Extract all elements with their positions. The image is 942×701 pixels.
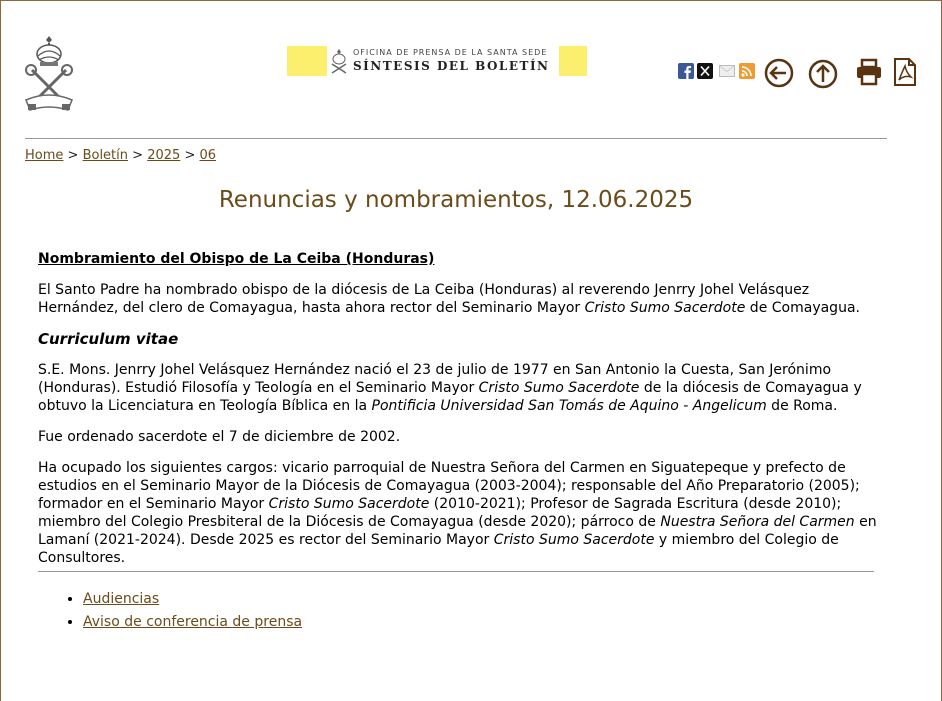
breadcrumb-year-link[interactable]: 2025 xyxy=(147,148,181,163)
cv-heading: Curriculum vitae xyxy=(38,330,179,348)
press-conference-notice-link[interactable]: Aviso de conferencia de prensa xyxy=(83,614,303,630)
page-title: Renuncias y nombramientos, 12.06.2025 xyxy=(218,187,694,213)
audiences-link[interactable]: Audiencias xyxy=(83,591,160,607)
article-body xyxy=(38,250,878,580)
footer-link-list xyxy=(65,588,302,634)
positions-paragraph: Ha ocupado los siguientes cargos: vicario parroquial de Nuestra Señora del Carmen en Siguatepeque y prefecto de estudios en el Seminario Mayor de la Diócesis de Comayagua (2003-2004); responsable del Año Preparatorio (2005); formador en el Seminario Mayor Cristo Sumo Sacerdote (2010-2021); Profesor de Sagrada Escritura (desde 2010); miembro del Colegio Presbiteral de la Diócesis de Comayagua (desde 2020); párroco de Nuestra Señora del Carmen en Lamaní (2021-2024). Desde 2025 es rector del Seminario Mayor Cristo Sumo Sacerdote y miembro del Colegio de Consultores. xyxy=(38,460,877,566)
ordination-paragraph: Fue ordenado sacerdote el 7 de diciembre de 2002. xyxy=(38,429,401,445)
x-icon[interactable] xyxy=(697,63,713,79)
list-item xyxy=(83,611,302,634)
facebook-icon[interactable] xyxy=(678,63,694,79)
breadcrumb-separator: > xyxy=(184,148,196,163)
breadcrumb-separator: > xyxy=(67,148,79,163)
breadcrumb-bulletin-link[interactable]: Boletín xyxy=(82,148,129,163)
breadcrumb-month-link[interactable]: 06 xyxy=(199,148,217,163)
appointment-paragraph: El Santo Padre ha nombrado obispo de la diócesis de La Ceiba (Honduras) al reverendo Jenrry Johel Velásquez Hernández, del clero de Comayagua, hasta ahora rector del Seminario Mayor Cristo Sumo Sacerdote de Comayagua. xyxy=(38,282,860,316)
print-icon[interactable] xyxy=(855,58,883,86)
banner-office-text: OFICINA DE PRENSA DE LA SANTA SEDE xyxy=(353,48,548,57)
bulletin-banner xyxy=(287,46,587,76)
biography-paragraph: S.E. Mons. Jenrry Johel Velásquez Hernández nació el 23 de julio de 1977 en San Antonio la Cuesta, San Jerónimo (Honduras). Estudió Filosofía y Teología en el Seminario Mayor Cristo Sumo Sacerdote de la diócesis de Comayagua y obtuvo la Licenciatura en Teología Bíblica en la Pontificia Universidad San Tomás de Aquino - Angelicum de Roma. xyxy=(38,362,862,414)
email-icon[interactable] xyxy=(719,65,735,77)
list-item xyxy=(83,588,302,611)
up-arrow-icon[interactable] xyxy=(808,59,838,89)
breadcrumb xyxy=(25,148,216,163)
header-divider xyxy=(25,138,887,139)
papal-coat-of-arms-logo xyxy=(22,34,76,112)
article-heading: Nombramiento del Obispo de La Ceiba (Honduras) xyxy=(38,251,435,267)
holy-see-seal-icon xyxy=(329,48,349,74)
rss-icon[interactable] xyxy=(739,63,755,79)
breadcrumb-separator: > xyxy=(132,148,144,163)
breadcrumb-home-link[interactable]: Home xyxy=(25,148,64,163)
content-divider xyxy=(38,571,874,572)
back-arrow-icon[interactable] xyxy=(764,58,794,88)
pdf-icon[interactable] xyxy=(893,58,917,86)
banner-title-text: SÍNTESIS DEL BOLETÍN xyxy=(353,59,550,73)
